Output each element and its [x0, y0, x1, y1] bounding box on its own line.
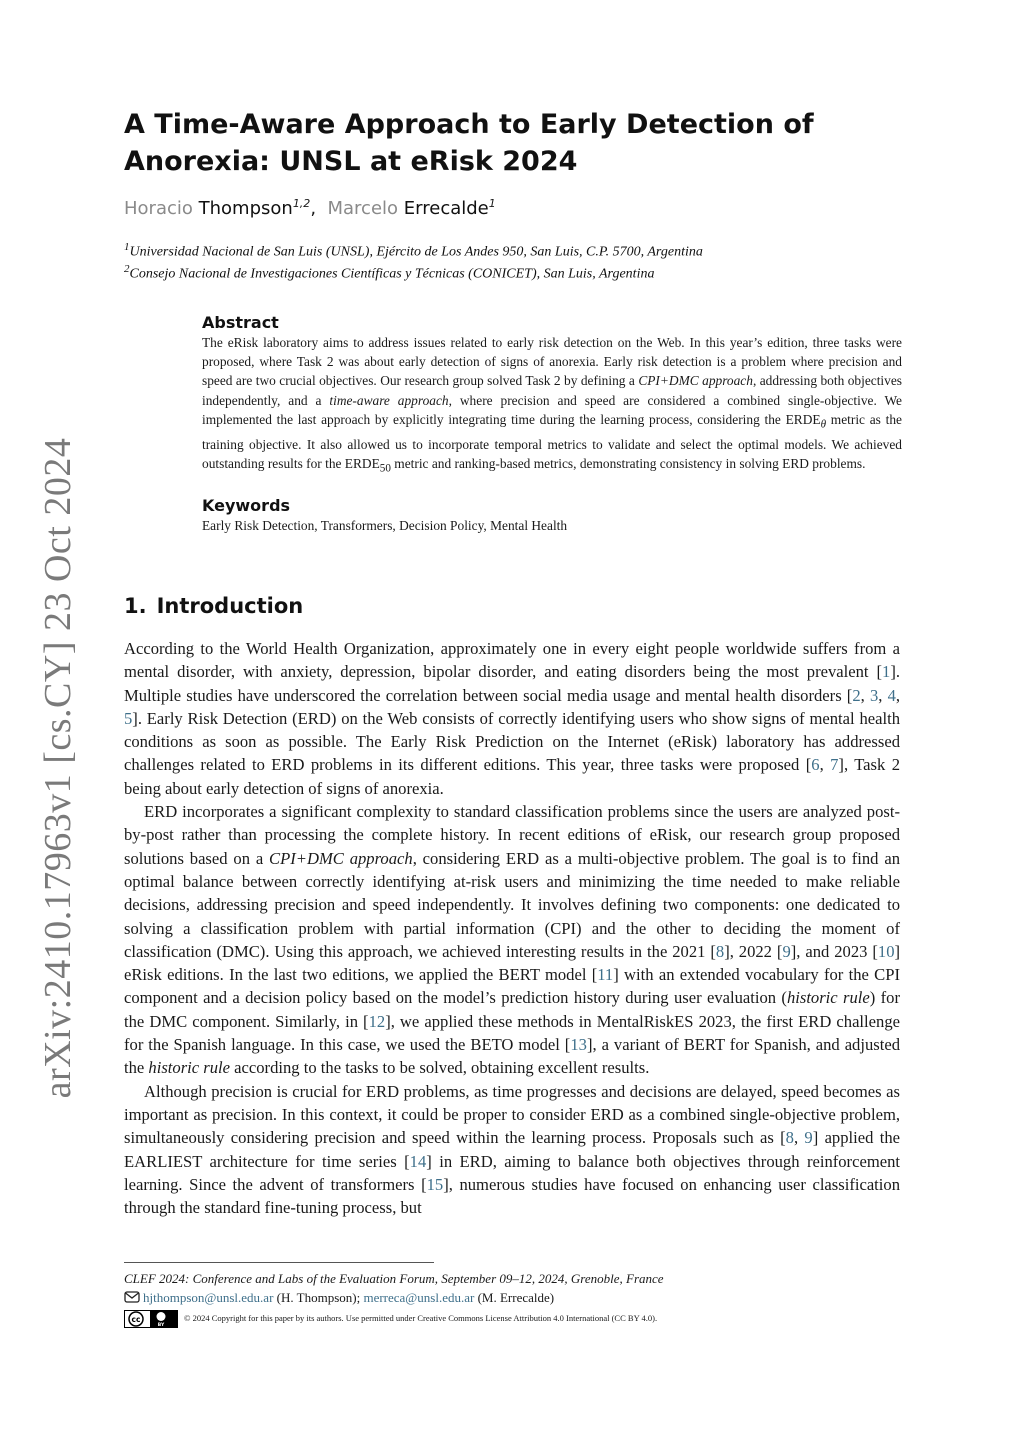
citation-link[interactable]: 15 [426, 1174, 444, 1194]
citation-link[interactable]: 8 [715, 941, 725, 961]
footnote-divider [124, 1262, 434, 1263]
contact-name-thompson: (H. Thompson); [273, 1290, 364, 1305]
paper-title: A Time-Aware Approach to Early Detection of Anorexia: UNSL at eRisk 2024 [124, 109, 814, 177]
section-heading-introduction [124, 594, 303, 618]
abstract-section [202, 313, 902, 479]
abstract-heading: Abstract [202, 313, 279, 332]
arxiv-stamp: arXiv:2410.17963v1 [cs.CY] 23 Oct 2024 [37, 437, 79, 1099]
emphasis: CPI+DMC approach [269, 848, 413, 868]
affiliation-2-mark: 2 [124, 263, 130, 275]
abstract-part-5: metric and ranking-based metrics, demonstrating consistency in solving ERD problems. [390, 455, 866, 471]
intro-paragraph-2: ERD incorporates a significant complexity to standard classification problems since the users are analyzed post-by-post rather than processing the complete history. In recent editions of eRisk, our research group proposed solutions based on a CPI+DMC approach, considering ERD as a multi-objective problem. The goal is to find an optimal balance between correctly identifying at-risk users and minimizing the time needed to make reliable decisions, addressing precision and speed independently. It involves defining two components: one dedicated to solving a classification problem with partial information (CPI) and the other to deciding the moment of classification (DMC). Using this approach, we achieved interesting results in the 2021 [8], 2022 [9], and 2023 [10] eRisk editions. In the last two editions, we applied the BERT model [11] with an extended vocabulary for the CPI component and a decision policy based on the model’s prediction history during user evaluation (historic rule) for the DMC component. Similarly, in [12], we applied these methods in MentalRiskES 2023, the first ERD challenge for the Spanish language. In this case, we used the BETO model [13], a variant of BERT for Spanish, and adjusted the historic rule according to the tasks to be solved, obtaining excellent results. [124, 802, 901, 1078]
affiliation-1-text: Universidad Nacional de San Luis (UNSL), Ejército de Los Andes 950, San Luis, C.P. 5700, Argentina [129, 244, 703, 260]
contact-name-errecalde: (M. Errecalde) [474, 1290, 555, 1305]
keywords-heading: Keywords [202, 496, 291, 515]
cc-by-badge-icon [124, 1310, 178, 1328]
envelope-icon [124, 1291, 140, 1303]
citation-link[interactable]: 9 [782, 941, 791, 961]
citation-link[interactable]: 7 [830, 755, 839, 775]
abstract-part-1: The eRisk laboratory aims to address issues related to early risk detection on the Web. In this year’s edition, three tasks were proposed, where Task 2 was about early detection of signs of anorexia. Early risk detection is a problem where precision and speed are two crucial objectives. Our research group solved Task 2 by defining a [202, 335, 902, 389]
author-2-first-name: Marcelo [327, 198, 399, 219]
section-title: Introduction [156, 594, 304, 618]
emphasis: historic rule [786, 988, 870, 1008]
cc-badge-label: cc [131, 1314, 141, 1324]
by-badge-label: BY [157, 1322, 165, 1328]
intro-paragraph-1: According to the World Health Organization, approximately one in every eight people worldwide suffers from a mental disorder, with anxiety, depression, bipolar disorder, and eating disorders being the most prevalent [1]. Multiple studies have underscored the correlation between social media usage and mental health disorders [2, 3, 4, 5]. Early Risk Detection (ERD) on the Web consists of correctly identifying users who show signs of mental health conditions as soon as possible. The Early Risk Prediction on the Internet (eRisk) laboratory has addressed challenges related to ERD problems in its different editions. This year, three tasks were proposed [6, 7], Task 2 being about early detection of signs of anorexia. [124, 639, 901, 798]
citation-link[interactable]: 6 [811, 755, 820, 775]
keywords-section [202, 496, 902, 534]
citation-link[interactable]: 9 [804, 1128, 813, 1148]
section-number: 1. [124, 594, 147, 618]
citation-link[interactable]: 1 [882, 662, 891, 682]
affiliation-2-text: Consejo Nacional de Investigaciones Científicas y Técnicas (CONICET), San Luis, Argentina [129, 266, 655, 282]
author-2-last-name: Errecalde [403, 198, 489, 219]
footnote [124, 1269, 664, 1328]
citation-link[interactable]: 4 [887, 685, 896, 705]
author-1-first-name: Horacio [124, 198, 193, 219]
citation-link[interactable]: 14 [409, 1151, 427, 1171]
abstract-part-3: , where precision and speed are considered a combined single-objective. We implemented the last approach by explicitly integrating time during the learning process, considering the ERDE [202, 392, 902, 427]
keywords-text: Early Risk Detection, Transformers, Decision Policy, Mental Health [202, 518, 568, 533]
contact-line [124, 1288, 664, 1307]
citation-link[interactable]: 5 [124, 708, 133, 728]
author-list [124, 197, 496, 219]
abstract-part-4: metric as the training objective. It also allowed us to incorporate temporal metrics to validate and select the optimal models. We achieved outstanding results for the ERDE [202, 411, 902, 471]
affiliation-1-mark: 1 [124, 241, 130, 253]
citation-link[interactable]: 13 [570, 1035, 587, 1055]
emphasis: historic rule [148, 1058, 231, 1078]
email-link-thompson[interactable]: hjthompson@unsl.edu.ar [143, 1290, 274, 1305]
license-row [124, 1309, 664, 1328]
author-1-affiliation-mark: 1,2 [292, 197, 311, 210]
introduction-body [124, 637, 900, 1219]
abstract-part-2: , addressing both objectives independently, and a [202, 373, 902, 408]
abstract-text [202, 333, 902, 479]
author-1-last-name: Thompson [198, 198, 293, 219]
citation-link[interactable]: 10 [877, 941, 895, 961]
author-2-affiliation-mark: 1 [488, 197, 496, 210]
citation-link[interactable]: 3 [869, 685, 879, 705]
abstract-emphasis-2: time-aware approach [329, 392, 449, 408]
citation-link[interactable]: 2 [852, 685, 861, 705]
abstract-emphasis-1: CPI+DMC approach [638, 373, 753, 389]
affiliation-1 [124, 241, 703, 261]
license-text: © 2024 Copyright for this paper by its authors. Use permitted under Creative Commons License Attribution 4.0 International (CC BY 4.0). [184, 1313, 658, 1323]
erde-50-subscript: 50 [379, 462, 391, 475]
citation-link[interactable]: 11 [597, 965, 614, 985]
citation-link[interactable]: 8 [785, 1128, 794, 1148]
affiliation-2 [124, 263, 654, 283]
citation-link[interactable]: 12 [368, 1011, 386, 1031]
author-1: Horacio Thompson$^{1,2}$, [124, 197, 328, 219]
conference-note: CLEF 2024: Conference and Labs of the Evaluation Forum, September 09–12, 2024, Grenoble, France [124, 1271, 664, 1286]
email-link-errecalde[interactable]: merreca@unsl.edu.ar [363, 1290, 475, 1305]
author-2 [327, 198, 495, 219]
erde-theta-subscript: θ [820, 418, 827, 431]
intro-paragraph-3: Although precision is crucial for ERD problems, as time progresses and decisions are delayed, speed becomes as important as precision. In this context, it could be proper to consider ERD as a combined single-objective problem, simultaneously considering precision and speed within the learning process. Proposals such as [8, 9] applied the EARLIEST architecture for time series [14] in ERD, aiming to balance both objectives through reinforcement learning. Since the advent of transformers [15], numerous studies have focused on enhancing user classification through the standard fine-tuning process, but [124, 1081, 901, 1218]
